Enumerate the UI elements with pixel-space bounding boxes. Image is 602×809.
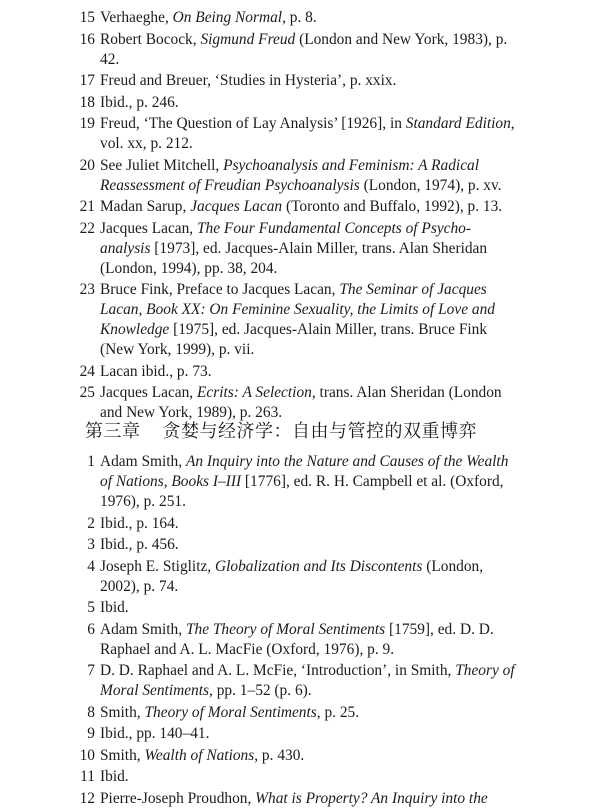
endnote-text-run: Smith, (100, 746, 145, 764)
endnote-text-run: [1759], ed. D. D. Raphael and A. L. MacFie (Oxford, 1976), p. 9. (100, 620, 494, 658)
endnote-number: 3 (87, 536, 95, 553)
endnote-text-run: D. D. Raphael and A. L. McFie, ‘Introduction’, in Smith, (100, 662, 456, 679)
endnote-item (0, 8, 602, 28)
endnote-item (0, 156, 602, 196)
endnote-text-run: (London and New York, 1983), p. 42. (100, 30, 508, 68)
endnote-title-italic: On Being Normal (172, 9, 283, 26)
endnote-text-run: Freud and Breuer, ‘Studies in Hysteria’, p. xxix. (100, 72, 397, 89)
endnote-text (100, 383, 520, 423)
endnote-text-run: See Juliet Mitchell, (100, 156, 224, 174)
endnote-text-run: , pp. 1–52 (p. 6). (209, 682, 312, 699)
endnote-number: 10 (79, 746, 95, 764)
endnote-text-run: Ibid., p. 456. (100, 536, 179, 553)
endnote-title-italic: Wealth of Nations (144, 746, 255, 764)
endnote-text-run: Pierre-Joseph Proudhon, (100, 789, 256, 807)
endnote-text (100, 724, 520, 744)
endnote-text-run: [1975], ed. Jacques-Alain Miller, trans. Bruce Fink (New York, 1999), p. vii. (100, 321, 488, 358)
endnote-text-run: (Toronto and Buffalo, 1992), p. 13. (282, 198, 503, 215)
endnote-text-run: Smith, (100, 703, 145, 721)
endnote-text-run: Joseph E. Stiglitz, (100, 557, 216, 575)
endnote-text (100, 535, 520, 555)
endnote-text-run: , p. 25. (316, 703, 360, 721)
endnote-text (100, 93, 520, 113)
endnote-item (0, 703, 602, 723)
endnote-number: 16 (79, 30, 95, 48)
endnote-text (100, 620, 520, 660)
endnote-text (100, 767, 520, 787)
chapter-title: 贪婪与经济学：自由与管控的双重博弈 (162, 421, 477, 442)
endnote-item (0, 557, 602, 597)
endnote-number: 7 (87, 662, 95, 679)
endnote-number: 19 (79, 115, 95, 132)
endnote-text (100, 661, 520, 701)
endnote-item (0, 219, 602, 279)
endnote-item (0, 598, 602, 618)
endnote-title-italic: Ecrits: A Selection (197, 384, 312, 401)
endnote-number: 12 (79, 789, 95, 807)
endnote-title-italic: Theory of Moral Sentiments (144, 703, 317, 721)
endnote-text-run: Ibid., p. 164. (100, 514, 179, 532)
endnote-text-run: Ibid., p. 246. (100, 93, 179, 111)
endnote-text-run: (London, 1974), p. xv. (359, 176, 502, 194)
endnote-text-run: , p. 8. (282, 9, 317, 26)
endnote-number: 24 (79, 362, 95, 380)
endnote-text (100, 557, 520, 597)
endnote-item (0, 789, 602, 809)
endnote-number: 15 (79, 9, 95, 26)
endnote-item (0, 767, 602, 787)
endnote-item (0, 724, 602, 744)
endnotes-list-chapter-three (0, 452, 602, 809)
endnote-text (100, 452, 520, 512)
endnote-item (0, 71, 602, 91)
endnote-number: 21 (79, 198, 95, 215)
endnote-text-run: Adam Smith, (100, 453, 186, 470)
endnote-text-run: Verhaeghe, (100, 9, 173, 26)
endnote-title-italic: Theory of Moral Sentiments (100, 662, 515, 699)
endnote-item (0, 452, 602, 512)
endnote-number: 22 (79, 219, 95, 237)
endnote-text-run: [1776], ed. R. H. Campbell et al. (Oxford, 1976), p. 251. (100, 473, 504, 510)
endnote-item (0, 661, 602, 701)
endnote-item (0, 197, 602, 217)
endnote-text-run: , p. 430. (254, 746, 305, 764)
endnote-item (0, 383, 602, 423)
endnote-text-run: , vol. xx, p. 212. (100, 115, 515, 152)
endnote-text-run: Madan Sarup, (100, 198, 191, 215)
endnote-text (100, 598, 520, 618)
endnote-number: 23 (79, 281, 95, 298)
endnote-item (0, 620, 602, 660)
endnote-text (100, 156, 520, 196)
endnote-title-italic: Sigmund Freud (200, 30, 296, 48)
endnote-number: 2 (87, 514, 95, 532)
endnote-item (0, 30, 602, 70)
endnote-title-italic: An Inquiry into the Nature and Causes of the Wealth of Nations, Books I–III (100, 453, 509, 490)
chapter-heading (85, 420, 477, 444)
endnote-item (0, 280, 602, 360)
endnote-number: 17 (79, 72, 95, 89)
endnote-text-run: Adam Smith, (100, 620, 186, 638)
endnote-text-run: Robert Bocock, (100, 30, 201, 48)
endnote-item (0, 93, 602, 113)
endnote-title-italic: What is Property? An Inquiry into the (255, 789, 488, 807)
endnote-text (100, 703, 520, 723)
endnote-text-run: Jacques Lacan, (100, 219, 197, 237)
endnote-text-run: Ibid., pp. 140–41. (100, 725, 210, 742)
endnote-text-run: Lacan ibid., p. 73. (100, 362, 212, 380)
endnote-text-run: Freud, ‘The Question of Lay Analysis’ [1926], in (100, 115, 406, 132)
endnote-text-run: Bruce Fink, Preface to Jacques Lacan, (100, 281, 340, 298)
endnote-text (100, 362, 520, 382)
endnote-text (100, 219, 520, 279)
endnote-text (100, 114, 520, 154)
endnote-text (100, 514, 520, 534)
endnote-text (100, 789, 520, 809)
endnotes-list-previous-chapter (0, 8, 602, 425)
endnote-title-italic: The Seminar of Jacques Lacan, Book XX: On Feminine Sexuality, the Limits of Love and Knowledge (100, 281, 495, 338)
endnote-item (0, 535, 602, 555)
endnote-number: 8 (87, 703, 95, 721)
endnote-title-italic: Standard Edition (405, 115, 511, 132)
endnote-text (100, 71, 520, 91)
endnote-text (100, 280, 520, 360)
endnote-number: 25 (79, 384, 95, 401)
endnote-item (0, 362, 602, 382)
endnote-text-run: Ibid. (100, 768, 129, 785)
endnote-number: 20 (79, 156, 95, 174)
endnote-text-run: (London, 2002), p. 74. (100, 557, 484, 595)
endnote-number: 5 (87, 599, 95, 616)
endnote-text-run: , trans. Alan Sheridan (London and New York, 1989), p. 263. (100, 384, 502, 421)
endnote-number: 1 (87, 453, 95, 470)
endnote-text (100, 197, 520, 217)
endnote-text-run: [1973], ed. Jacques-Alain Miller, trans. Alan Sheridan (London, 1994), pp. 38, 204. (100, 239, 488, 277)
endnote-item (0, 746, 602, 766)
endnote-item (0, 514, 602, 534)
endnote-number: 18 (79, 93, 95, 111)
endnote-title-italic: The Four Fundamental Concepts of Psycho-analysis (100, 219, 471, 257)
endnote-title-italic: Psychoanalysis and Feminism: A Radical Reassessment of Freudian Psychoanalysis (100, 156, 480, 194)
endnote-text (100, 746, 520, 766)
chapter-label: 第三章 (85, 421, 141, 442)
endnote-number: 4 (87, 557, 95, 575)
endnote-text (100, 8, 520, 28)
endnote-number: 6 (87, 620, 95, 638)
endnote-number: 9 (87, 725, 95, 742)
endnote-text (100, 30, 520, 70)
endnote-number: 11 (80, 768, 95, 785)
endnote-title-italic: The Theory of Moral Sentiments (185, 620, 386, 638)
endnote-title-italic: Globalization and Its Discontents (215, 557, 423, 575)
endnote-text-run: Ibid. (100, 599, 129, 616)
endnote-title-italic: Jacques Lacan (190, 198, 283, 215)
endnote-text-run: Jacques Lacan, (100, 384, 197, 401)
endnote-item (0, 114, 602, 154)
